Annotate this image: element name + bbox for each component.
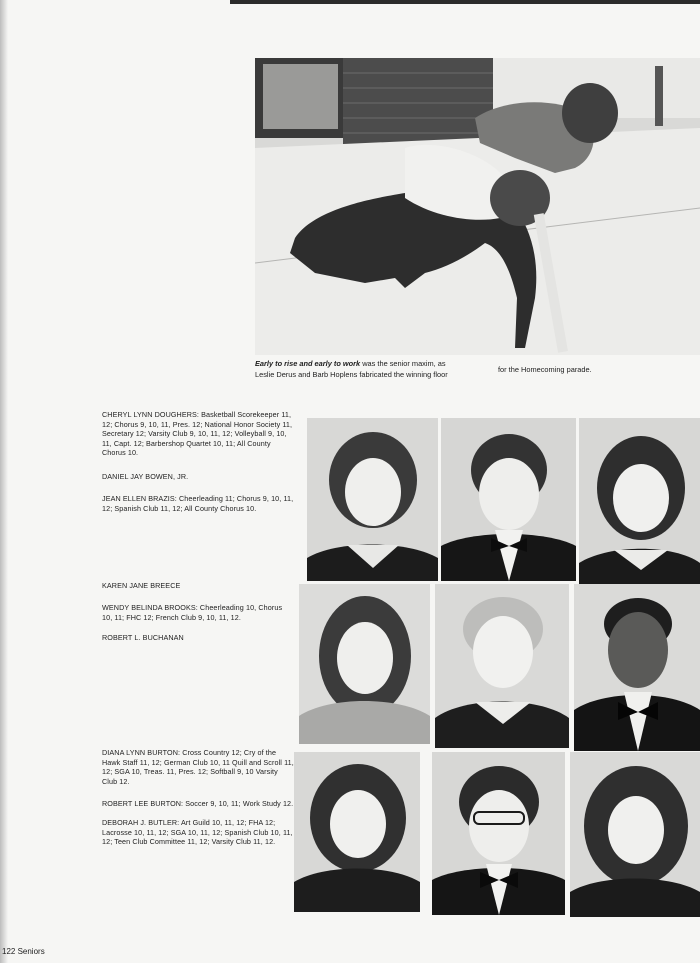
bio-wendy-brooks (102, 603, 294, 622)
bio-diana-burton (102, 748, 294, 786)
bio-deborah-butler (102, 818, 294, 847)
bio-robert-buchanan (102, 633, 294, 643)
bio-name: CHERYL LYNN DOUGHERS: (102, 410, 200, 419)
photo-caption-continued (498, 364, 658, 375)
bio-name: DIANA LYNN BURTON: (102, 748, 181, 757)
bio-jean-brazis (102, 494, 294, 513)
portrait-photo (570, 752, 700, 917)
bio-robert-lee-burton (102, 799, 294, 809)
bio-name: JEAN ELLEN BRAZIS: (102, 494, 177, 503)
bio-name: ROBERT LEE BURTON: (102, 799, 184, 808)
bio-details: Cross Country 12; Cry of the Hawk Staff 11, 12; German Club 10, 11 Quill and Scroll 11, 12; SGA 10, Treas. 11, Pres. 12; Softball 9, 10 Varsity Club 12. (102, 748, 294, 786)
photo-caption (255, 358, 455, 380)
portrait-photo (294, 752, 420, 912)
portrait-photo (307, 418, 438, 581)
bio-name: DANIEL JAY BOWEN, JR. (102, 472, 189, 481)
portrait-photo (435, 584, 569, 748)
candid-photo-float-building (255, 58, 700, 355)
portrait-photo (574, 584, 700, 751)
bio-name: KAREN JANE BREECE (102, 581, 181, 590)
bio-name: ROBERT L. BUCHANAN (102, 633, 184, 642)
bio-cheryl-doughers (102, 410, 294, 458)
caption-continued-text: for the Homecoming parade. (498, 365, 592, 374)
bio-details: Cheerleading 10, Chorus 10, 11; FHC 12; French Club 9, 10, 11, 12. (102, 603, 283, 622)
caption-rest: was the senior maxim, as Leslie Derus and Barb Hoplens fabricated the winning floor (255, 359, 448, 379)
page-binding-shadow (0, 0, 8, 963)
bio-details: Basketball Scorekeeper 11, 12; Chorus 9, 10, 11, Pres. 12; National Honor Society 11, Secretary 12; Varsity Club 9, 10, 11, 12; Volleyball 9, 10, 11, Capt. 12; Barbershop Quartet 10, 11; All County Chorus 10. (102, 410, 293, 458)
portrait-photo (299, 584, 430, 744)
portrait-photo (579, 418, 700, 588)
bio-details: Cheerleading 11; Chorus 9, 10, 11, 12; Spanish Club 11, 12; All County Chorus 10. (102, 494, 294, 513)
portrait-photo (441, 418, 576, 581)
bio-karen-breece (102, 581, 294, 591)
bio-daniel-bowen (102, 472, 294, 482)
bio-details: Soccer 9, 10, 11; Work Study 12. (183, 799, 294, 808)
page-top-edge (230, 0, 700, 4)
portrait-photo (432, 752, 565, 915)
bio-details: Art Guild 10, 11, 12; FHA 12; Lacrosse 10, 11, 12; SGA 10, 11, 12; Spanish Club 10, 11, 12; Teen Club Committee 11, 12; Varsity Club 11, 12. (102, 818, 293, 847)
page-folio: 122 Seniors (2, 947, 45, 956)
bio-name: WENDY BELINDA BROOKS: (102, 603, 198, 612)
caption-lead: Early to rise and early to work (255, 359, 361, 368)
bio-name: DEBORAH J. BUTLER: (102, 818, 180, 827)
